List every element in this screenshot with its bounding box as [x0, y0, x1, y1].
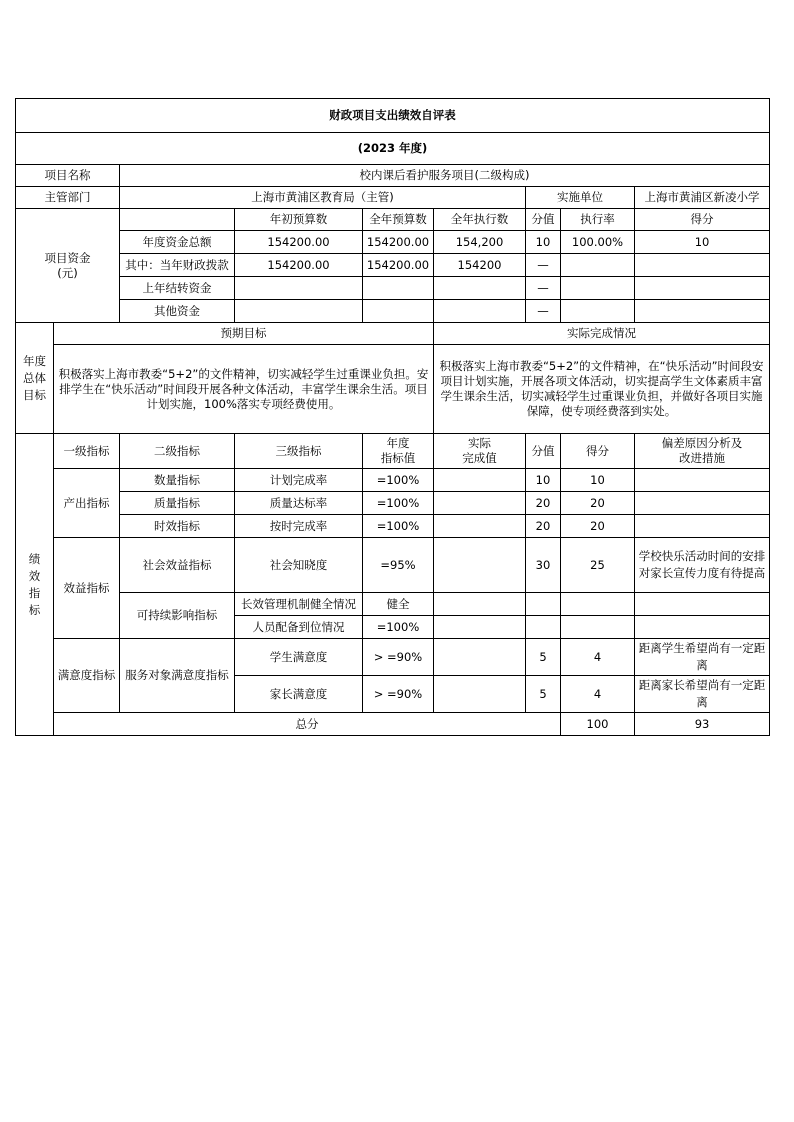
- ind-actual: [434, 676, 526, 713]
- funds-row-name: 上年结转资金: [120, 277, 235, 300]
- ind-level2: 可持续影响指标: [120, 593, 235, 639]
- ind-level3: 社会知晓度: [235, 538, 363, 593]
- funds-row-exec: [434, 277, 526, 300]
- funds-row-name: 其中：当年财政拨款: [120, 254, 235, 277]
- ind-actual: [434, 469, 526, 492]
- indicators-label: 绩 效 指 标: [16, 434, 54, 736]
- expected-goal-header: 预期目标: [54, 323, 434, 345]
- funds-row-name: 其他资金: [120, 300, 235, 323]
- total-points: 100: [561, 713, 635, 736]
- funds-header-score: 得分: [635, 209, 770, 231]
- funds-row-rate: 100.00%: [561, 231, 635, 254]
- funds-row-full: 154200.00: [363, 254, 434, 277]
- actual-goal-header: 实际完成情况: [434, 323, 770, 345]
- funds-header-full: 全年预算数: [363, 209, 434, 231]
- ind-level3: 家长满意度: [235, 676, 363, 713]
- ind-note: [635, 593, 770, 616]
- page-title: 财政项目支出绩效自评表: [16, 99, 770, 133]
- ind-score: 10: [561, 469, 635, 492]
- funds-row-full: [363, 300, 434, 323]
- funds-row-init: [235, 300, 363, 323]
- project-name-label: 项目名称: [16, 165, 120, 187]
- ind-points: [526, 593, 561, 616]
- goals-label: 年度 总体 目标: [16, 323, 54, 434]
- funds-row-init: 154200.00: [235, 254, 363, 277]
- ind-header-level3: 三级指标: [235, 434, 363, 469]
- ind-score: 4: [561, 676, 635, 713]
- funds-header-exec: 全年执行数: [434, 209, 526, 231]
- ind-level2: 数量指标: [120, 469, 235, 492]
- ind-note: 距离家长希望尚有一定距离: [635, 676, 770, 713]
- ind-points: 5: [526, 639, 561, 676]
- ind-note: [635, 616, 770, 639]
- ind-score: 4: [561, 639, 635, 676]
- funds-row-rate: [561, 277, 635, 300]
- benefit-level1: 效益指标: [54, 538, 120, 639]
- ind-header-points: 分值: [526, 434, 561, 469]
- funds-header-points: 分值: [526, 209, 561, 231]
- ind-note: [635, 492, 770, 515]
- funds-row-exec: [434, 300, 526, 323]
- funds-row-points: 10: [526, 231, 561, 254]
- ind-level2: 质量指标: [120, 492, 235, 515]
- dept-label: 主管部门: [16, 187, 120, 209]
- ind-target: =95%: [363, 538, 434, 593]
- ind-level3: 按时完成率: [235, 515, 363, 538]
- ind-actual: [434, 515, 526, 538]
- ind-target: > =90%: [363, 639, 434, 676]
- funds-label: 项目资金 (元): [16, 209, 120, 323]
- funds-row-init: 154200.00: [235, 231, 363, 254]
- ind-actual: [434, 593, 526, 616]
- funds-row-score: [635, 277, 770, 300]
- evaluation-table: [15, 98, 770, 736]
- funds-row-score: 10: [635, 231, 770, 254]
- ind-score: [561, 616, 635, 639]
- project-name: 校内课后看护服务项目(二级构成): [120, 165, 770, 187]
- funds-row-init: [235, 277, 363, 300]
- ind-actual: [434, 616, 526, 639]
- funds-row-points: —: [526, 254, 561, 277]
- funds-row-score: [635, 300, 770, 323]
- ind-note: 学校快乐活动时间的安排对家长宣传力度有待提高: [635, 538, 770, 593]
- funds-row-rate: [561, 300, 635, 323]
- ind-target: =100%: [363, 515, 434, 538]
- ind-target: 健全: [363, 593, 434, 616]
- ind-score: [561, 593, 635, 616]
- impl-unit: 上海市黄浦区新凌小学: [635, 187, 770, 209]
- funds-row-points: —: [526, 300, 561, 323]
- actual-goal-text: 积极落实上海市教委“5+2”的文件精神，在“快乐活动”时间段安项目计划实施，开展各项文体活动，切实提高学生文体素质丰富学生课余生活，切实减轻学生过重课业负担，并做好各项目实施保障，使专项经费落到实处。: [434, 345, 770, 434]
- ind-points: 20: [526, 492, 561, 515]
- ind-header-level1: 一级指标: [54, 434, 120, 469]
- funds-row-exec: 154200: [434, 254, 526, 277]
- ind-points: 5: [526, 676, 561, 713]
- year-subtitle: (2023 年度): [16, 133, 770, 165]
- funds-header-rate: 执行率: [561, 209, 635, 231]
- funds-row-full: 154200.00: [363, 231, 434, 254]
- ind-score: 20: [561, 492, 635, 515]
- funds-header-init: 年初预算数: [235, 209, 363, 231]
- ind-level2: 时效指标: [120, 515, 235, 538]
- ind-points: 30: [526, 538, 561, 593]
- ind-score: 25: [561, 538, 635, 593]
- funds-row-score: [635, 254, 770, 277]
- satisfaction-level1: 满意度指标: [54, 639, 120, 713]
- ind-header-note: 偏差原因分析及 改进措施: [635, 434, 770, 469]
- ind-points: [526, 616, 561, 639]
- funds-row-rate: [561, 254, 635, 277]
- ind-level2: 服务对象满意度指标: [120, 639, 235, 713]
- ind-note: [635, 469, 770, 492]
- ind-level3: 长效管理机制健全情况: [235, 593, 363, 616]
- ind-score: 20: [561, 515, 635, 538]
- ind-level3: 人员配备到位情况: [235, 616, 363, 639]
- ind-target: =100%: [363, 492, 434, 515]
- dept-name: 上海市黄浦区教育局（主管): [120, 187, 526, 209]
- ind-points: 20: [526, 515, 561, 538]
- ind-header-score: 得分: [561, 434, 635, 469]
- funds-header-blank: [120, 209, 235, 231]
- ind-note: [635, 515, 770, 538]
- ind-actual: [434, 492, 526, 515]
- ind-header-level2: 二级指标: [120, 434, 235, 469]
- ind-target: =100%: [363, 616, 434, 639]
- ind-actual: [434, 538, 526, 593]
- ind-actual: [434, 639, 526, 676]
- impl-unit-label: 实施单位: [526, 187, 635, 209]
- funds-row-exec: 154,200: [434, 231, 526, 254]
- total-score: 93: [635, 713, 770, 736]
- ind-header-target: 年度 指标值: [363, 434, 434, 469]
- funds-row-points: —: [526, 277, 561, 300]
- total-label: 总分: [54, 713, 561, 736]
- ind-target: =100%: [363, 469, 434, 492]
- expected-goal-text: 积极落实上海市教委“5+2”的文件精神，切实减轻学生过重课业负担。安排学生在“快乐活动”时间段开展各种文体活动，丰富学生课余生活。项目计划实施，100%落实专项经费使用。: [54, 345, 434, 434]
- ind-level3: 计划完成率: [235, 469, 363, 492]
- ind-header-actual: 实际 完成值: [434, 434, 526, 469]
- output-level1: 产出指标: [54, 469, 120, 538]
- funds-row-name: 年度资金总额: [120, 231, 235, 254]
- ind-level3: 学生满意度: [235, 639, 363, 676]
- ind-note: 距离学生希望尚有一定距离: [635, 639, 770, 676]
- ind-level2: 社会效益指标: [120, 538, 235, 593]
- evaluation-sheet: [15, 98, 769, 736]
- ind-points: 10: [526, 469, 561, 492]
- ind-target: > =90%: [363, 676, 434, 713]
- ind-level3: 质量达标率: [235, 492, 363, 515]
- funds-row-full: [363, 277, 434, 300]
